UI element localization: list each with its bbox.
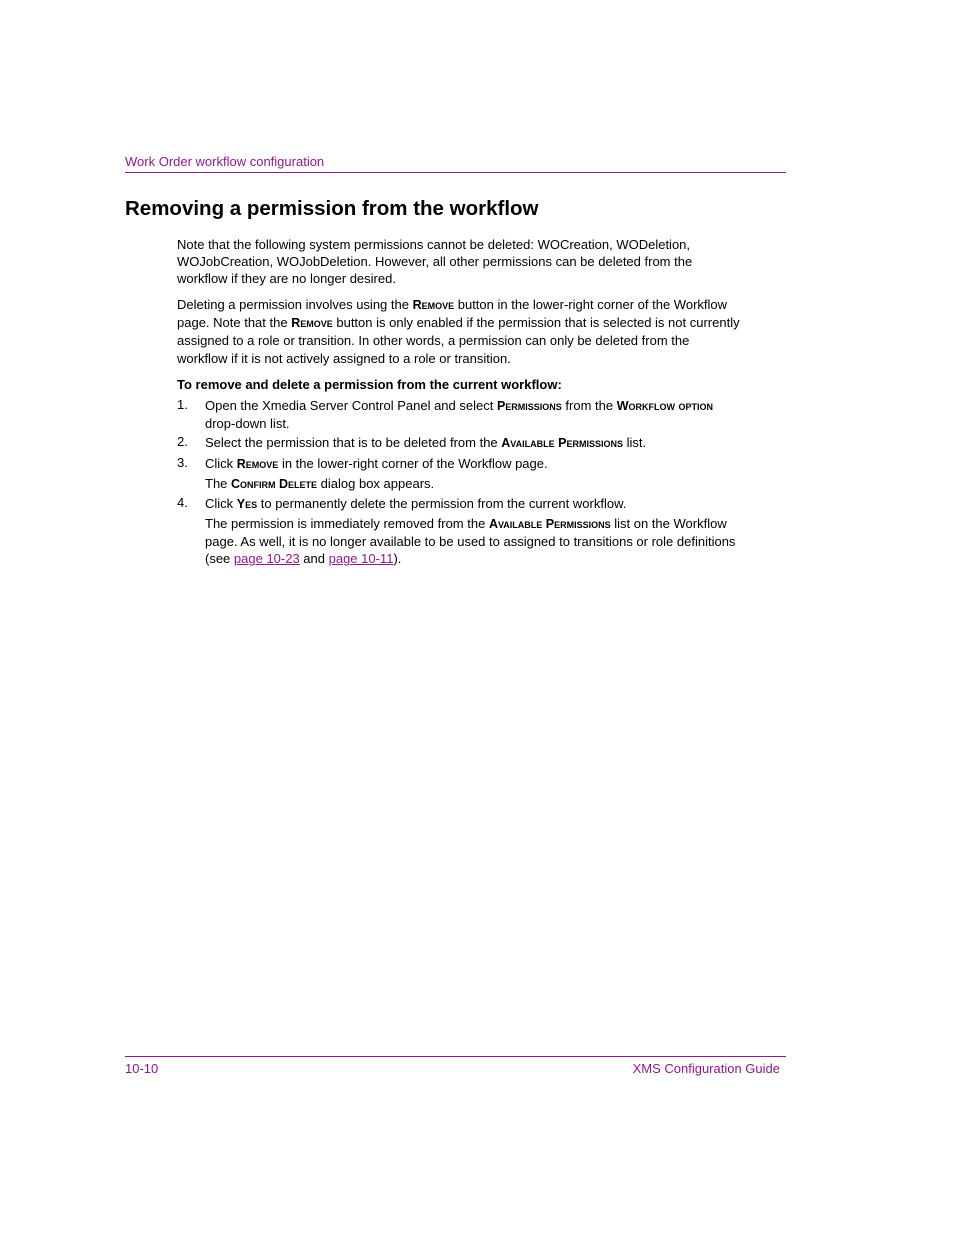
step-2-text: Select the permission that is to be deleted from the Available Permissions list. [205,435,647,450]
step-3-text: Click Remove in the lower-right corner of the Workflow page. [205,456,548,471]
remove-button-reference: Remove [291,316,333,331]
step-number: 2. [177,434,188,449]
guide-title: XMS Configuration Guide [632,1061,780,1076]
cross-reference-link[interactable]: page 10-11 [328,551,394,567]
remove-button-reference: Remove [412,298,455,312]
step-3-result: The Confirm Delete dialog box appears. [205,476,435,491]
footer-rule [125,1056,786,1057]
intro-paragraph: Note that the following system permissions cannot be deleted: WOCreation, WODeletion, WOJobCreation, WOJobDeletion. However, all other permissions can be deleted from the workflow if they are no longer desired. [177,237,693,287]
cross-reference-link[interactable]: page 10-23 [233,551,300,567]
header-rule [125,172,786,173]
step-4-text: Click Yes to permanently delete the permission from the current workflow. [205,496,627,511]
running-header: Work Order workflow configuration [125,154,325,169]
section-title: Removing a permission from the workflow [125,197,539,220]
remove-description-paragraph: Deleting a permission involves using the Remove button in the lower-right corner of the Workflow page. Note that the Remove button is only enabled if the permission that is selected is not currently assigned to a role or transition. In other words, a permission can only be deleted from the workflow if it is not actively assigned to a role or transition. [177,297,740,366]
procedure-heading: To remove and delete a permission from the current workflow: [177,377,562,392]
step-number: 3. [177,455,188,470]
page-number: 10-10 [125,1061,159,1076]
step-1-text: Open the Xmedia Server Control Panel and select Permissions from the Workflow option drop-down list. [205,398,713,432]
step-number: 1. [177,397,188,412]
step-number: 4. [177,495,188,510]
step-4-result: The permission is immediately removed from the Available Permissions list on the Workflow page. As well, it is no longer available to be used to assigned to transitions or role definitions (see page 10-23 and page 10-11). [205,516,736,567]
